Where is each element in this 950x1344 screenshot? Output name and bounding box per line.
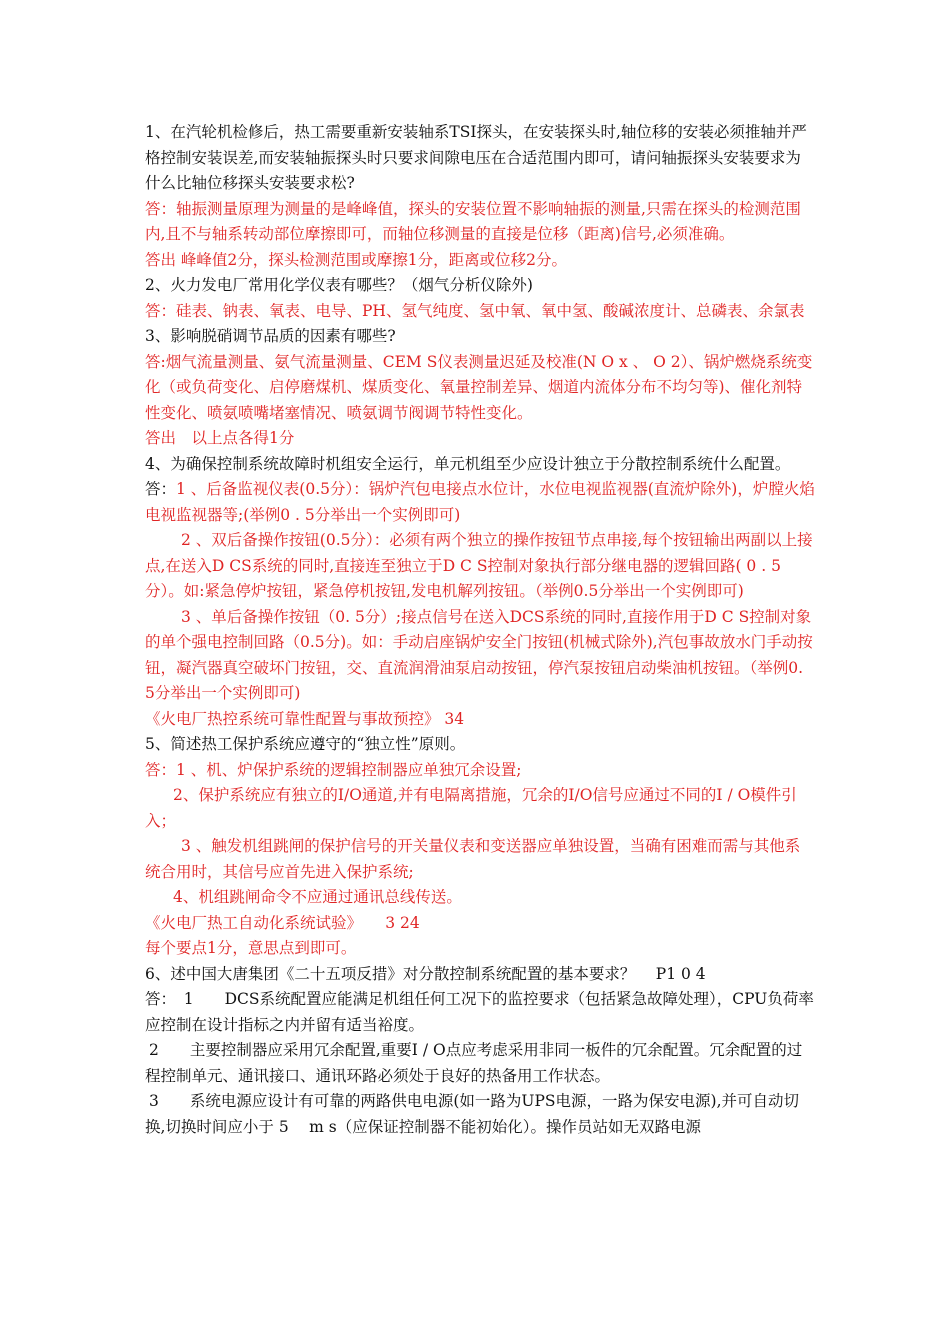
- answer-4-item-1-text: 1 、后备监视仪表(0.5分）：锅炉汽包电接点水位计，水位电视监视器(直流炉除外)，炉膛火焰电视监视器等;(举例0 . 5分举出一个实例即可): [145, 480, 815, 524]
- reference-5: 《火电厂热工自动化系统试验》 3 24: [145, 913, 420, 932]
- answer-1: 答：轴振测量原理为测量的是峰峰值，探头的安装位置不影响轴振的测量,只需在探头的检测范围内,且不与轴系转动部位摩擦即可，而轴位移测量的直接是位移（距离)信号,必须准确。: [145, 199, 801, 243]
- answer-2: 答：硅表、钠表、氧表、电导、PH、氢气纯度、氢中氧、氧中氢、酸碱浓度计、总磷表、余氯表: [145, 301, 805, 320]
- scoring-3: 答出 以上点各得1分: [145, 429, 295, 447]
- answer-5-item-4: 4、机组跳闸命令不应通过通讯总线传送。: [173, 888, 462, 906]
- answer-6-item-3: 3 系统电源应设计有可靠的两路供电电源(如一路为UPS电源，一路为保安电源),并可自动切换,切换时间应小于 5 m s（应保证控制器不能初始化）。操作员站如无双路电源: [145, 1092, 799, 1136]
- scoring-5: 每个要点1分，意思点到即可。: [145, 939, 357, 957]
- scoring-1: 答出 峰峰值2分，探头检测范围或摩擦1分，距离或位移2分。: [145, 250, 568, 269]
- answer-5-item-2: 2、保护系统应有独立的I/O通道,并有电隔离措施，冗余的I/O信号应通过不同的I / O模件引入；: [145, 786, 797, 830]
- question-5: 5、简述热工保护系统应遵守的“独立性”原则。: [145, 735, 466, 753]
- question-4: 4、为确保控制系统故障时机组安全运行，单元机组至少应设计独立于分散控制系统什么配置。: [145, 454, 791, 473]
- answer-4-item-3: 3 、单后备操作按钮（0. 5分）;接点信号在送入DCS系统的同时,直接作用于D C S控制对象的单个强电控制回路（0.5分)。如：手动启座锅炉安全门按钮(机械式除外),汽包事故放水门手动按钮，凝汽器真空破坏门按钮，交、直流润滑油泵启动按钮，停汽泵按钮启动柴油机按钮。（举例0. 5分举出一个实例即可): [145, 607, 813, 702]
- answer-5-item-1: 答：1 、机、炉保护系统的逻辑控制器应单独冗余设置;: [145, 760, 522, 779]
- question-3: 3、影响脱硝调节品质的因素有哪些?: [145, 327, 396, 345]
- answer-3: 答:烟气流量测量、氨气流量测量、CEM S仪表测量迟延及校准(N O x 、 O 2）、锅炉燃烧系统变化（或负荷变化、启停磨煤机、煤质变化、氧量控制差异、烟道内流体分布不均匀等)、催化剂特性变化、喷氨喷嘴堵塞情况、喷氨调节阀调节特性变化。: [145, 352, 813, 422]
- reference-4: 《火电厂热控系统可靠性配置与事故预控》 34: [145, 709, 465, 728]
- document-page: [145, 120, 815, 1140]
- answer-5-item-3: 3 、触发机组跳闸的保护信号的开关量仪表和变送器应单独设置，当确有困难而需与其他系统合用时，其信号应首先进入保护系统;: [145, 837, 801, 881]
- question-2: 2、火力发电厂常用化学仪表有哪些？（烟气分析仪除外): [145, 276, 533, 294]
- answer-4-item-1: [145, 477, 815, 528]
- answer-6-item-1: 答： 1 DCS系统配置应能满足机组任何工况下的监控要求（包括紧急故障处理），CPU负荷率应控制在设计指标之内并留有适当裕度。: [145, 990, 814, 1034]
- answer-6-item-2: 2 主要控制器应采用冗余配置,重要I / O点应考虑采用非同一板件的冗余配置。冗余配置的过程控制单元、通讯接口、通讯环路必须处于良好的热备用工作状态。: [145, 1041, 803, 1085]
- answer-4-item-2: 2 、双后备操作按钮(0.5分）：必须有两个独立的操作按钮节点串接,每个按钮输出两副以上接点,在送入D CS系统的同时,直接连至独立于D C S控制对象执行部分继电器的逻辑回路( 0 . 5 分）。如:紧急停炉按钮，紧急停机按钮,发电机解列按钮。（举例0.5分举出一个实例即可): [145, 531, 813, 600]
- question-6: 6、述中国大唐集团《二十五项反措》对分散控制系统配置的基本要求？ P1 0 4: [145, 964, 706, 983]
- answer-4-label: 答：: [145, 480, 177, 498]
- question-1: 1、在汽轮机检修后，热工需要重新安装轴系TSI探头，在安装探头时,轴位移的安装必须推轴并严格控制安装误差,而安装轴振探头时只要求间隙电压在合适范围内即可，请问轴振探头安装要求为什么比轴位移探头安装要求松?: [145, 123, 807, 192]
